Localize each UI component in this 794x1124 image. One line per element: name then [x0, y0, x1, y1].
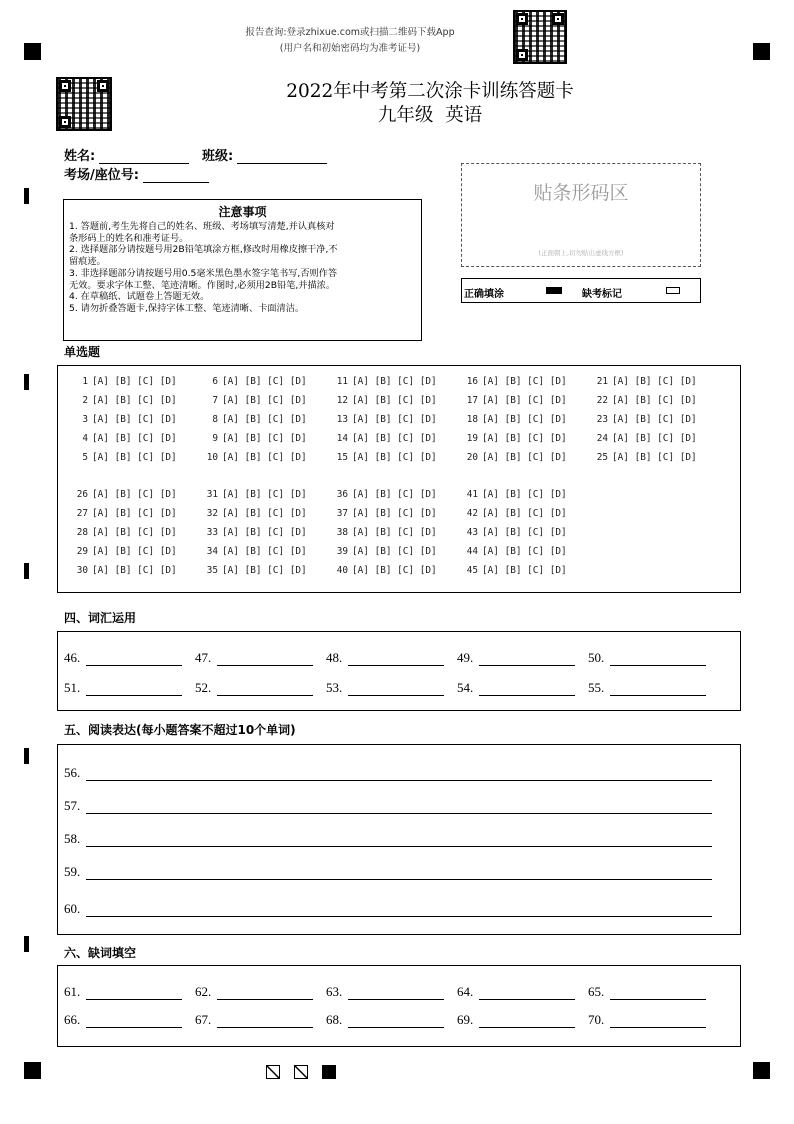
- question-number: 1: [82, 376, 88, 387]
- mc-question-row[interactable]: [334, 433, 437, 444]
- question-number: 28: [76, 527, 88, 538]
- mc-question-row[interactable]: [334, 376, 437, 387]
- student-qr-code: [56, 77, 112, 131]
- reading-answer-line[interactable]: [64, 798, 712, 814]
- answer-options[interactable]: [A] [B] [C] [D]: [482, 376, 567, 387]
- answer-options[interactable]: [A] [B] [C] [D]: [352, 395, 437, 406]
- answer-options[interactable]: [A] [B] [C] [D]: [92, 414, 177, 425]
- answer-options[interactable]: [A] [B] [C] [D]: [92, 489, 177, 500]
- question-number: 56.: [64, 765, 81, 780]
- answer-options[interactable]: [A] [B] [C] [D]: [352, 452, 437, 463]
- answer-options[interactable]: [A] [B] [C] [D]: [92, 376, 177, 387]
- mc-question-row[interactable]: [334, 565, 437, 576]
- vocab-blank[interactable]: [588, 650, 706, 666]
- mc-question-row[interactable]: [334, 508, 437, 519]
- question-number: 5: [82, 452, 88, 463]
- mc-question-row[interactable]: [464, 489, 567, 500]
- mc-question-row[interactable]: [464, 395, 567, 406]
- question-number: 59.: [64, 864, 81, 879]
- question-number: 6: [212, 376, 218, 387]
- mc-question-row[interactable]: [74, 508, 177, 519]
- answer-options[interactable]: [A] [B] [C] [D]: [92, 546, 177, 557]
- page-marker-filled: [322, 1065, 336, 1079]
- query-line: 报告查询:登录zhixue.com或扫描二维码下载App: [245, 27, 455, 38]
- mc-question-row[interactable]: [594, 395, 697, 406]
- question-number: 21: [596, 376, 608, 387]
- question-number: 40: [336, 565, 348, 576]
- answer-options[interactable]: [A] [B] [C] [D]: [222, 395, 307, 406]
- notice-line: 4. 在草稿纸、试题卷上答题无效。: [69, 291, 210, 303]
- answer-options[interactable]: [A] [B] [C] [D]: [482, 508, 567, 519]
- mc-question-row[interactable]: [204, 565, 307, 576]
- question-number: 63.: [326, 984, 343, 999]
- registration-mark-top-left: [24, 43, 41, 60]
- question-number: 69.: [457, 1012, 474, 1027]
- question-number: 20: [466, 452, 478, 463]
- answer-line[interactable]: [610, 653, 706, 666]
- answer-options[interactable]: [A] [B] [C] [D]: [222, 546, 307, 557]
- correct-fill-label: 正确填涂: [464, 289, 504, 300]
- question-number: 42: [466, 508, 478, 519]
- mc-question-row[interactable]: [74, 565, 177, 576]
- mc-section-title: 单选题: [64, 345, 101, 359]
- question-number: 23: [596, 414, 608, 425]
- cloze-answer-box: [57, 965, 741, 1047]
- mc-question-row[interactable]: [464, 508, 567, 519]
- query-note: (用户名和初始密码均为准考证号): [279, 43, 421, 54]
- question-number: 26: [76, 489, 88, 500]
- answer-options[interactable]: [A] [B] [C] [D]: [92, 452, 177, 463]
- question-number: 65.: [588, 984, 605, 999]
- answer-options[interactable]: [A] [B] [C] [D]: [92, 433, 177, 444]
- seat-label: 考场/座位号:: [64, 168, 139, 183]
- notice-box: [63, 199, 422, 341]
- question-number: 60.: [64, 901, 81, 916]
- mc-question-row[interactable]: [204, 376, 307, 387]
- notice-line: 2. 选择题部分请按题号用2B铅笔填涂方框,修改时用橡皮擦干净,不: [69, 244, 338, 256]
- seat-line[interactable]: [143, 168, 209, 183]
- page-marker-slash: [266, 1065, 280, 1079]
- absent-mark-label: 缺考标记: [582, 289, 622, 300]
- vocab-blank[interactable]: [457, 650, 575, 666]
- cloze-blank[interactable]: [195, 1012, 313, 1028]
- answer-line[interactable]: [86, 801, 712, 814]
- question-number: 38: [336, 527, 348, 538]
- class-field[interactable]: [202, 145, 327, 164]
- question-number: 64.: [457, 984, 474, 999]
- answer-line[interactable]: [217, 987, 313, 1000]
- mc-question-row[interactable]: [464, 527, 567, 538]
- answer-line[interactable]: [610, 683, 706, 696]
- question-number: 24: [596, 433, 608, 444]
- answer-options[interactable]: [A] [B] [C] [D]: [92, 395, 177, 406]
- name-label: 姓名:: [64, 149, 96, 164]
- correct-fill-sample: [546, 287, 562, 294]
- question-number: 11: [336, 376, 348, 387]
- cloze-blank[interactable]: [457, 984, 575, 1000]
- answer-options[interactable]: [A] [B] [C] [D]: [352, 565, 437, 576]
- answer-line[interactable]: [86, 904, 712, 917]
- answer-line[interactable]: [217, 683, 313, 696]
- answer-line[interactable]: [479, 1015, 575, 1028]
- question-number: 22: [596, 395, 608, 406]
- vocab-section-title: 四、词汇运用: [64, 611, 137, 625]
- answer-options[interactable]: [A] [B] [C] [D]: [352, 433, 437, 444]
- answer-options[interactable]: [A] [B] [C] [D]: [482, 565, 567, 576]
- answer-options[interactable]: [A] [B] [C] [D]: [612, 376, 697, 387]
- notice-line: 1. 答题前,考生先将自己的姓名、班级、考场填写清楚,并认真核对: [69, 221, 335, 232]
- answer-line[interactable]: [479, 683, 575, 696]
- mc-question-row[interactable]: [334, 395, 437, 406]
- registration-mark-bottom-left: [24, 1062, 41, 1079]
- mc-question-row[interactable]: [464, 546, 567, 557]
- answer-line[interactable]: [86, 987, 182, 1000]
- mc-answer-box: [57, 365, 741, 593]
- cloze-blank[interactable]: [64, 1012, 182, 1028]
- mc-question-row[interactable]: [74, 527, 177, 538]
- barcode-area[interactable]: [461, 163, 701, 267]
- cloze-blank[interactable]: [588, 1012, 706, 1028]
- question-number: 4: [82, 433, 88, 444]
- mc-question-row[interactable]: [204, 395, 307, 406]
- mc-question-row[interactable]: [204, 508, 307, 519]
- answer-options[interactable]: [A] [B] [C] [D]: [482, 489, 567, 500]
- question-number: 49.: [457, 650, 474, 665]
- question-number: 15: [336, 452, 348, 463]
- mc-question-row[interactable]: [594, 414, 697, 425]
- mc-question-row[interactable]: [204, 414, 307, 425]
- mc-question-row[interactable]: [204, 433, 307, 444]
- app-qr-code[interactable]: [513, 10, 567, 64]
- mc-question-row[interactable]: [334, 452, 437, 463]
- page-marker-slash: [294, 1065, 308, 1079]
- mc-question-row[interactable]: [464, 414, 567, 425]
- question-number: 8: [212, 414, 218, 425]
- reading-answer-box: [57, 744, 741, 935]
- name-line[interactable]: [99, 149, 189, 164]
- question-number: 55.: [588, 680, 605, 695]
- question-number: 52.: [195, 680, 212, 695]
- question-number: 62.: [195, 984, 212, 999]
- report-query-text: [200, 24, 500, 54]
- question-number: 51.: [64, 680, 81, 695]
- vocab-blank[interactable]: [326, 650, 444, 666]
- mc-question-row[interactable]: [74, 452, 177, 463]
- mc-question-row[interactable]: [334, 527, 437, 538]
- mc-question-row[interactable]: [334, 489, 437, 500]
- question-number: 47.: [195, 650, 212, 665]
- question-number: 33: [206, 527, 218, 538]
- question-number: 29: [76, 546, 88, 557]
- absent-mark-box[interactable]: [666, 287, 680, 294]
- question-number: 57.: [64, 798, 81, 813]
- mc-question-row[interactable]: [594, 376, 697, 387]
- answer-line[interactable]: [86, 768, 712, 781]
- question-number: 18: [466, 414, 478, 425]
- question-number: 17: [466, 395, 478, 406]
- answer-line[interactable]: [348, 653, 444, 666]
- question-number: 30: [76, 565, 88, 576]
- timing-bar: [24, 374, 29, 390]
- notice-line: 条形码上的姓名和准考证号。: [69, 232, 189, 244]
- question-number: 58.: [64, 831, 81, 846]
- question-number: 68.: [326, 1012, 343, 1027]
- question-number: 32: [206, 508, 218, 519]
- timing-bar: [24, 563, 29, 579]
- vocab-blank[interactable]: [326, 680, 444, 696]
- question-number: 44: [466, 546, 478, 557]
- answer-options[interactable]: [A] [B] [C] [D]: [482, 527, 567, 538]
- question-number: 9: [212, 433, 218, 444]
- name-field[interactable]: [64, 145, 189, 164]
- vocab-blank[interactable]: [457, 680, 575, 696]
- question-number: 61.: [64, 984, 81, 999]
- answer-line[interactable]: [348, 1015, 444, 1028]
- answer-options[interactable]: [A] [B] [C] [D]: [352, 489, 437, 500]
- answer-line[interactable]: [217, 653, 313, 666]
- question-number: 53.: [326, 680, 343, 695]
- answer-options[interactable]: [A] [B] [C] [D]: [352, 508, 437, 519]
- answer-options[interactable]: [A] [B] [C] [D]: [222, 527, 307, 538]
- answer-options[interactable]: [A] [B] [C] [D]: [612, 414, 697, 425]
- question-number: 39: [336, 546, 348, 557]
- answer-line[interactable]: [348, 987, 444, 1000]
- answer-options[interactable]: [A] [B] [C] [D]: [482, 414, 567, 425]
- vocab-blank[interactable]: [588, 680, 706, 696]
- mc-question-row[interactable]: [334, 546, 437, 557]
- answer-options[interactable]: [A] [B] [C] [D]: [482, 433, 567, 444]
- answer-options[interactable]: [A] [B] [C] [D]: [92, 508, 177, 519]
- question-number: 46.: [64, 650, 81, 665]
- answer-options[interactable]: [A] [B] [C] [D]: [482, 395, 567, 406]
- fill-legend: [461, 278, 701, 303]
- question-number: 54.: [457, 680, 474, 695]
- page-title: 2022年中考第二次涂卡训练答题卡: [286, 81, 574, 102]
- vocab-blank[interactable]: [64, 680, 182, 696]
- timing-bar: [24, 188, 29, 204]
- question-number: 43: [466, 527, 478, 538]
- question-number: 50.: [588, 650, 605, 665]
- answer-line[interactable]: [86, 653, 182, 666]
- answer-options[interactable]: [A] [B] [C] [D]: [612, 433, 697, 444]
- mc-question-row[interactable]: [204, 527, 307, 538]
- answer-options[interactable]: [A] [B] [C] [D]: [612, 452, 697, 463]
- mc-question-row[interactable]: [204, 452, 307, 463]
- question-number: 41: [466, 489, 478, 500]
- timing-bar: [24, 748, 29, 764]
- mc-question-row[interactable]: [464, 376, 567, 387]
- answer-options[interactable]: [A] [B] [C] [D]: [222, 508, 307, 519]
- reading-answer-line[interactable]: [64, 901, 712, 917]
- barcode-label: 贴条形码区: [533, 182, 629, 204]
- vocab-answer-box: [57, 631, 741, 711]
- mc-question-row[interactable]: [464, 433, 567, 444]
- answer-line[interactable]: [86, 867, 712, 880]
- question-number: 10: [206, 452, 218, 463]
- question-number: 25: [596, 452, 608, 463]
- question-number: 67.: [195, 1012, 212, 1027]
- answer-options[interactable]: [A] [B] [C] [D]: [222, 414, 307, 425]
- answer-options[interactable]: [A] [B] [C] [D]: [222, 565, 307, 576]
- cloze-blank[interactable]: [326, 1012, 444, 1028]
- question-number: 66.: [64, 1012, 81, 1027]
- question-number: 19: [466, 433, 478, 444]
- class-line[interactable]: [237, 149, 327, 164]
- mc-question-row[interactable]: [464, 565, 567, 576]
- answer-options[interactable]: [A] [B] [C] [D]: [352, 546, 437, 557]
- cloze-blank[interactable]: [64, 984, 182, 1000]
- vocab-blank[interactable]: [64, 650, 182, 666]
- answer-options[interactable]: [A] [B] [C] [D]: [222, 433, 307, 444]
- answer-line[interactable]: [86, 683, 182, 696]
- answer-options[interactable]: [A] [B] [C] [D]: [222, 452, 307, 463]
- question-number: 37: [336, 508, 348, 519]
- question-number: 34: [206, 546, 218, 557]
- answer-line[interactable]: [479, 987, 575, 1000]
- mc-question-row[interactable]: [204, 489, 307, 500]
- cloze-blank[interactable]: [588, 984, 706, 1000]
- cloze-blank[interactable]: [326, 984, 444, 1000]
- mc-question-row[interactable]: [594, 433, 697, 444]
- cloze-section-title: 六、缺词填空: [64, 946, 137, 960]
- question-number: 14: [336, 433, 348, 444]
- mc-question-row[interactable]: [594, 452, 697, 463]
- mc-question-row[interactable]: [74, 433, 177, 444]
- seat-field[interactable]: [64, 164, 209, 183]
- mc-question-row[interactable]: [74, 489, 177, 500]
- answer-options[interactable]: [A] [B] [C] [D]: [482, 546, 567, 557]
- timing-bar: [24, 936, 29, 952]
- reading-answer-line[interactable]: [64, 864, 712, 880]
- answer-options[interactable]: [A] [B] [C] [D]: [352, 414, 437, 425]
- question-number: 12: [336, 395, 348, 406]
- question-number: 3: [82, 414, 88, 425]
- mc-question-row[interactable]: [204, 546, 307, 557]
- mc-question-row[interactable]: [74, 395, 177, 406]
- question-number: 36: [336, 489, 348, 500]
- reading-section-title: 五、阅读表达(每小题答案不超过10个单词): [64, 723, 296, 737]
- answer-options[interactable]: [A] [B] [C] [D]: [612, 395, 697, 406]
- notice-line: 5. 请勿折叠答题卡,保持字体工整、笔迹清晰、卡面清洁。: [69, 302, 305, 314]
- question-number: 48.: [326, 650, 343, 665]
- mc-question-row[interactable]: [334, 414, 437, 425]
- question-number: 45: [466, 565, 478, 576]
- reading-answer-line[interactable]: [64, 765, 712, 781]
- registration-mark-bottom-right: [753, 1062, 770, 1079]
- answer-line[interactable]: [610, 987, 706, 1000]
- question-number: 7: [212, 395, 218, 406]
- question-number: 27: [76, 508, 88, 519]
- answer-line[interactable]: [610, 1015, 706, 1028]
- registration-mark-top-right: [753, 43, 770, 60]
- cloze-blank[interactable]: [195, 984, 313, 1000]
- page-subtitle: 九年级 英语: [377, 105, 483, 126]
- mc-question-row[interactable]: [464, 452, 567, 463]
- answer-options[interactable]: [A] [B] [C] [D]: [222, 376, 307, 387]
- vocab-blank[interactable]: [195, 680, 313, 696]
- barcode-note: (正面朝上,切勿贴出虚线方框): [538, 249, 624, 257]
- answer-line[interactable]: [86, 1015, 182, 1028]
- vocab-blank[interactable]: [195, 650, 313, 666]
- reading-answer-line[interactable]: [64, 831, 712, 847]
- answer-options[interactable]: [A] [B] [C] [D]: [222, 489, 307, 500]
- class-label: 班级:: [202, 149, 234, 164]
- answer-options[interactable]: [A] [B] [C] [D]: [92, 527, 177, 538]
- notice-line: 3. 非选择题部分请按题号用0.5毫米黑色墨水签字笔书写,否则作答: [69, 267, 338, 279]
- notice-title: 注意事项: [218, 205, 267, 219]
- question-number: 31: [206, 489, 218, 500]
- answer-options[interactable]: [A] [B] [C] [D]: [482, 452, 567, 463]
- answer-options[interactable]: [A] [B] [C] [D]: [352, 376, 437, 387]
- question-number: 35: [206, 565, 218, 576]
- answer-line[interactable]: [86, 834, 712, 847]
- mc-question-row[interactable]: [74, 546, 177, 557]
- question-number: 2: [82, 395, 88, 406]
- cloze-blank[interactable]: [457, 1012, 575, 1028]
- answer-options[interactable]: [A] [B] [C] [D]: [352, 527, 437, 538]
- notice-line: 留痕迹。: [69, 256, 106, 268]
- mc-question-row[interactable]: [74, 376, 177, 387]
- question-number: 16: [466, 376, 478, 387]
- mc-question-row[interactable]: [74, 414, 177, 425]
- question-number: 70.: [588, 1012, 605, 1027]
- answer-line[interactable]: [479, 653, 575, 666]
- answer-line[interactable]: [348, 683, 444, 696]
- answer-options[interactable]: [A] [B] [C] [D]: [92, 565, 177, 576]
- question-number: 13: [336, 414, 348, 425]
- answer-line[interactable]: [217, 1015, 313, 1028]
- notice-line: 无效。要求字体工整、笔迹清晰。作图时,必须用2B铅笔,并描浓。: [69, 279, 336, 291]
